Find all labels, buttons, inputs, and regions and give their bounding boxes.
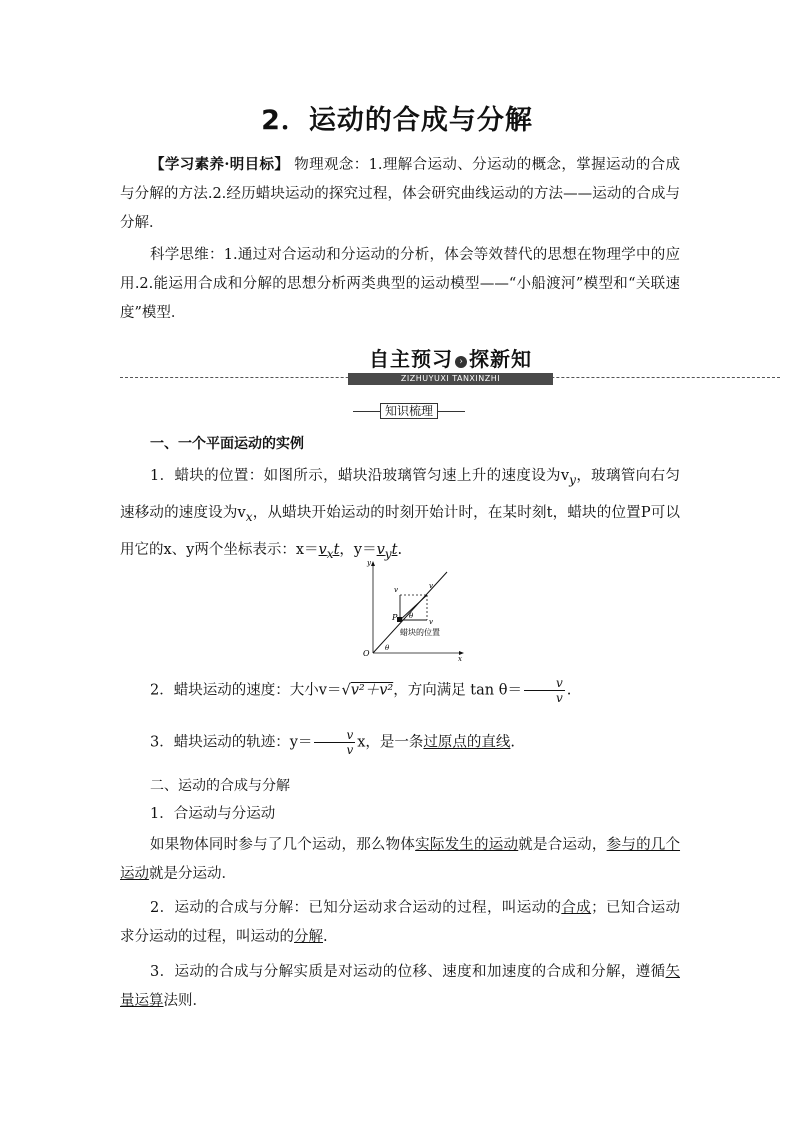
s2-item3-a: 3．运动的合成与分解实质是对运动的位移、速度和加速度的合成和分解，遵循: [150, 964, 666, 980]
section2-item1: [120, 800, 680, 829]
fig-p-label: P: [392, 613, 398, 622]
answer-synthesis: 合成: [561, 900, 592, 916]
item3-text2: x，是一条: [357, 734, 424, 751]
para1-c: 就是分运动．: [149, 866, 236, 882]
answer-x-sub: x: [326, 546, 334, 561]
item3-label: 蜡块运动的轨迹: [173, 734, 276, 751]
fig-y-axis-label: y: [367, 559, 371, 567]
item2-text2: ，方向满足 tan θ＝: [393, 682, 522, 699]
item1-prefix: 1．: [150, 468, 175, 484]
item1-text: ：如图所示，蜡块沿玻璃管匀速上升的速度设为v: [248, 468, 570, 484]
para1-a: 如果物体同时参与了几个运动，那么物体: [150, 837, 416, 853]
answer-x-t: t: [333, 541, 340, 558]
trajectory-fraction: [314, 728, 355, 757]
answer-y: [376, 541, 398, 561]
fig-theta-origin: θ: [385, 644, 390, 652]
tan-frac-num: v: [524, 676, 565, 691]
answer-x-v: v: [318, 541, 327, 558]
item2-text: ：大小v＝: [275, 682, 342, 699]
tan-frac-den: v: [555, 691, 563, 705]
item1-sub-y: y: [569, 472, 576, 487]
objectives-label: 【学习素养·明目标】: [150, 156, 290, 173]
fig-vx-label: v: [429, 618, 433, 626]
banner-title: [358, 347, 543, 371]
item2-end: .: [566, 682, 572, 699]
section2-para1: [120, 831, 680, 889]
objectives-physics: [120, 150, 680, 238]
s2-item2-b: ；已知合运动求分运动的过程，叫运动的: [120, 900, 681, 945]
answer-actual-motion: 实际发生的运动: [415, 837, 519, 853]
answer-x: [318, 541, 340, 561]
section2-item1-text: 1．合运动与分运动: [150, 806, 276, 822]
section-banner: [120, 347, 780, 387]
traj-frac-den: v: [346, 743, 354, 757]
tag-label: 知识梳理: [380, 403, 438, 419]
item2-prefix: 2．: [150, 682, 174, 699]
item2-sqrt: v²＋v²: [350, 682, 394, 699]
section1-item2: [120, 676, 680, 706]
objectives-thinking: [120, 241, 680, 328]
item1-sub-x: x: [245, 509, 253, 524]
item3-prefix: 3．: [150, 734, 174, 751]
physics-concept-text: 物理观念：1.理解合运动、分运动的概念，掌握运动的合成与分解的方法.2.经历蜡块运动的探究过程，体会研究曲线运动的方法——运动的合成与分解．: [120, 157, 680, 231]
s2-item3-b: 法则．: [163, 993, 207, 1009]
section2-item2: [120, 894, 680, 952]
scientific-thinking-text: 科学思维：1.通过对合运动和分运动的分析，体会等效替代的思想在物理学中的应用.2.能运用合成和分解的思想分析两类典型的运动模型——“小船渡河”模型和“关联速度”模型．: [120, 247, 680, 321]
wax-block-figure: [355, 558, 470, 661]
arrow-icon: ›: [455, 356, 467, 368]
traj-frac-num: v: [314, 728, 355, 743]
banner-pinyin: ZIZHUYUXI TANXINZHI: [348, 373, 553, 385]
answer-y-sub: y: [384, 546, 392, 561]
banner-left-text: 自主预习: [369, 347, 453, 371]
answer-y-v: v: [376, 541, 385, 558]
item1-label: 蜡块的位置: [174, 468, 249, 484]
fig-caption: 蜡块的位置: [400, 628, 440, 637]
section2-item3: [120, 958, 680, 1016]
answer-decomposition: 分解: [294, 929, 323, 945]
item1-text3: ，从蜡块开始运动的时刻开始计时，在某时刻t，蜡块的位置P可以用它的x、y两个坐标表示：x＝: [120, 504, 680, 558]
fig-vy-label: v: [394, 586, 398, 594]
item3-end: .: [510, 734, 516, 751]
answer-trajectory: 过原点的直线: [423, 734, 511, 751]
item3-text: ：y＝: [275, 734, 313, 751]
sqrt-sign: √: [341, 682, 351, 699]
s2-item2-c: .: [323, 929, 328, 945]
section1-heading: 一、一个平面运动的实例: [150, 436, 304, 452]
coordinate-diagram: [355, 558, 470, 661]
item1-mid: ，y＝: [339, 541, 377, 558]
answer-y-t: t: [391, 541, 398, 558]
page-title: 2．运动的合成与分解: [261, 105, 533, 136]
section1-item3: [120, 728, 680, 758]
item2-label: 蜡块运动的速度: [173, 682, 276, 699]
banner-right-text: 探新知: [469, 347, 532, 371]
fig-x-axis-label: x: [458, 655, 462, 661]
section2-heading: 二、运动的合成与分解: [150, 778, 290, 794]
answer-vector: 矢量运算: [120, 964, 680, 1009]
fig-theta-top: θ: [409, 612, 414, 620]
section1-item1: [120, 460, 680, 571]
knowledge-tag: [353, 402, 465, 420]
fig-origin-label: O: [363, 649, 370, 658]
fig-v-label: v: [429, 582, 433, 590]
item1-end: .: [397, 541, 403, 558]
item1-text2: ，玻璃管向右匀速移动的速度设为v: [120, 468, 680, 521]
s2-item2-a: 2．运动的合成与分解：已知分运动求合运动的过程，叫运动的: [150, 900, 562, 916]
para1-b: 就是合运动，: [518, 837, 607, 853]
answer-component-motions: 参与的几个运动: [120, 837, 681, 882]
tan-fraction: [524, 676, 565, 705]
